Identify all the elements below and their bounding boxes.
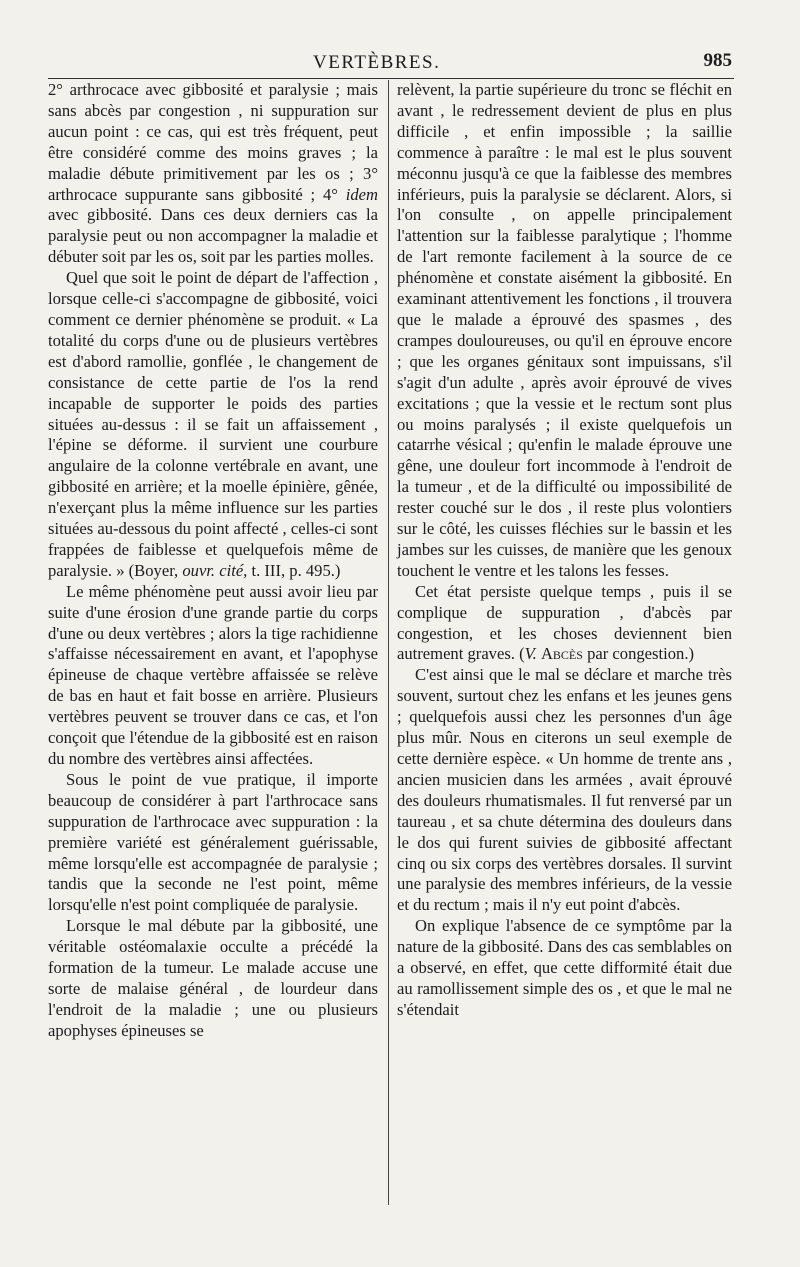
- italic-text: V.: [524, 644, 537, 664]
- paragraph-text: avec gibbosité. Dans ces deux derniers cas la paralysie peut ou non accompagner la maladie et débuter soit par les os, soit par les parties molles.: [48, 205, 378, 267]
- paragraph: On explique l'absence de ce symptôme par la nature de la gibbosité. Dans des cas semblables on a observé, en effet, que cette difformité était due au ramollissement simple des os , et que le mal ne s'étendait: [397, 916, 733, 1019]
- paragraph-text: Cet état persiste quelque temps , puis il se complique de suppuration , d'abcès par congestion, et les choses deviennent bien autrement graves. (: [397, 581, 732, 664]
- paragraph: [397, 582, 732, 666]
- paragraph: C'est ainsi que le mal se déclare et marche très souvent, surtout chez les enfans et les jeunes gens ; quelquefois aussi chez les personnes d'un âge plus mûr. Nous en citerons un seul exemple de cette dernière espèce. « Un homme de trente ans , ancien musicien dans les armées , avait éprouvé des douleurs rhumatismales. Il fut renversé par un taureau , et sa chute détermina des douleurs dans le dos qui furent suivies de gibbosité affectant cinq ou six corps des vertèbres dorsales. Il survint une paralysie des membres inférieurs, de la vessie et du rectum ; mais il n'y eut point d'abcès.: [397, 665, 732, 915]
- paragraph-text: t. III, p. 495.): [251, 560, 341, 580]
- column-divider: [388, 80, 389, 1205]
- left-column: [48, 80, 378, 1042]
- paragraph: Le même phénomène peut aussi avoir lieu par suite d'une érosion d'une grande partie du corps d'une ou deux vertèbres ; alors la tige rachidienne s'affaisse nécessairement en avant, et l'apophyse épineuse de chaque vertèbre affaissée se relève de bas en haut et fait bosse en arrière. Plusieurs vertèbres peuvent se trouver dans ce cas, et l'on conçoit que l'étendue de la gibbosité est en raison du nombre des vertèbres ainsi affectées.: [48, 581, 378, 768]
- paragraph: relèvent, la partie supérieure du tronc se fléchit en avant , le redressement devient de plus en plus difficile , et enfin impossible ; la saillie commence à paraître : le mal est le plus souvent méconnu jusqu'à ce que la faiblesse des membres inférieurs, puis la paralysie se déclarent. Alors, si l'on consulte , on appelle principalement l'attention sur la faiblesse paralytique ; l'homme de l'art remonte facilement à la source de ce phénomène et constate aisément la gibbosité. En examinant attentivement les fonctions , il trouvera que le malade a éprouvé des spasmes , des crampes douloureuses, ou qu'il en éprouve encore ; que les organes génitaux sont impuissans, s'il s'agit d'un adulte , après avoir éprouvé de vives excitations ; que la vessie et le rectum sont plus ou moins paralysés ; il existe quelquefois un catarrhe vésical ; qu'enfin le malade éprouve une gêne, une douleur fort incommode à l'endroit de la tumeur , et de la difficulté ou impossibilité de rester couché sur le dos , il reste plus volontiers sur le côté, les cuisses fléchies sur le bassin et les jambes sur les cuisses, de manière que les genoux touchent le ventre et les talons les fesses.: [397, 80, 732, 580]
- header-rule: [48, 78, 734, 79]
- page-number: 985: [703, 50, 732, 71]
- paragraph-text: 2° arthrocace avec gibbosité et paralysie ; mais sans abcès par congestion , ni suppuration sur aucun point : ce cas, qui est très fréquent, peut être considéré comme des moins graves ; la maladie débute primitivement par les os ; 3° arthrocace suppurante sans gibbosité ; 4°: [48, 80, 378, 204]
- paragraph: [48, 80, 378, 268]
- italic-text: idem: [345, 184, 378, 204]
- paragraph: Lorsque le mal débute par la gibbosité, une véritable ostéomalaxie occulte a précédé la formation de la tumeur. Le malade accuse une sorte de malaise général , de lourdeur dans l'endroit de la maladie ; une ou plusieurs apophyses épineuses se: [48, 916, 378, 1040]
- paragraph-text: par congestion.): [587, 644, 694, 664]
- right-column: [397, 80, 732, 1021]
- italic-text: ouvr. cité,: [182, 560, 248, 580]
- paragraph-text: Quel que soit le point de départ de l'affection , lorsque celle-ci s'accompagne de gibbosité, voici comment ce dernier phénomène se produit. « La totalité du corps d'une ou de plusieurs vertèbres est d'abord ramollie, gonflée , le changement de consistance de cette partie de l'os la rend incapable de supporter le poids des parties situées au-dessus : il se fait un affaissement , l'épine se déforme. il survient une courbure angulaire de la colonne vertébrale en avant, une gibbosité en arrière; et la moelle épinière, gênée, n'exerçant plus la même influence sur les parties situées au-dessous du point affecté , celles-ci sont frappées de faiblesse et quelquefois même de paralysie. » (Boyer,: [48, 268, 378, 580]
- running-title: VERTÈBRES.: [313, 52, 441, 73]
- small-caps-text: Abcès: [540, 644, 583, 664]
- page-header: [48, 50, 732, 80]
- paragraph: [48, 268, 378, 582]
- paragraph: Sous le point de vue pratique, il importe beaucoup de considérer à part l'arthrocace sans suppuration de l'arthrocace avec suppuration : la première variété est généralement guérissable, même lorsqu'elle est accompagnée de paralysie ; tandis que la seconde ne l'est point, même lorsqu'elle n'est point compliquée de paralysie.: [48, 769, 378, 915]
